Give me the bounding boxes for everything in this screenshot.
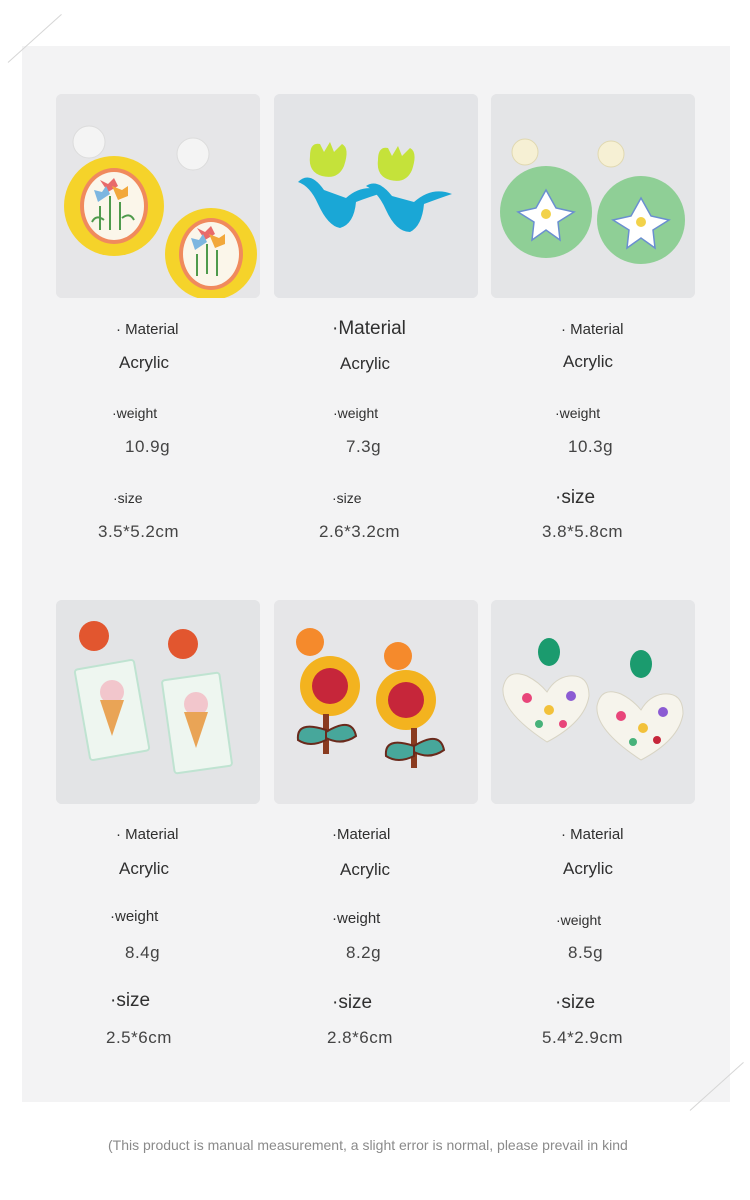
size-value: 5.4*2.9cm	[542, 1028, 624, 1047]
measurement-note: (This product is manual measurement, a slight error is normal, please prevail in kind	[108, 1137, 628, 1153]
weight-value: 10.3g	[568, 437, 614, 456]
weight-label: ·weight	[112, 405, 158, 421]
material-label: · Material	[116, 826, 179, 843]
size-value: 2.5*6cm	[106, 1028, 172, 1047]
material-value: Acrylic	[563, 352, 614, 371]
product-photo-ice-cream-earrings[interactable]	[56, 600, 260, 804]
material-label: · Material	[116, 321, 179, 338]
material-label: · Material	[561, 826, 624, 843]
size-label: ·size	[555, 992, 596, 1013]
product-photo-green-lily-earrings[interactable]	[491, 94, 695, 298]
material-value: Acrylic	[119, 353, 170, 372]
product-photo-tulip-earrings[interactable]	[274, 94, 478, 298]
material-label: ·Material	[332, 318, 406, 339]
material-label: · Material	[561, 321, 624, 338]
weight-value: 7.3g	[346, 437, 382, 456]
weight-label: ·weight	[333, 405, 379, 421]
weight-label: ·weight	[332, 910, 381, 927]
weight-label: ·weight	[555, 405, 601, 421]
product-photo-tulip-frame-earrings[interactable]	[56, 94, 260, 298]
material-label: ·Material	[332, 826, 391, 843]
product-photo-sunflower-earrings[interactable]	[274, 600, 478, 804]
size-value: 3.5*5.2cm	[98, 522, 180, 541]
size-label: ·size	[332, 490, 362, 506]
size-value: 3.8*5.8cm	[542, 522, 624, 541]
product-photo-floral-heart-earrings[interactable]	[491, 600, 695, 804]
size-value: 2.6*3.2cm	[319, 522, 401, 541]
weight-label: ·weight	[556, 912, 602, 928]
material-value: Acrylic	[340, 860, 391, 879]
weight-value: 8.4g	[125, 943, 161, 962]
material-value: Acrylic	[340, 354, 391, 373]
weight-label: ·weight	[110, 908, 159, 925]
size-value: 2.8*6cm	[327, 1028, 393, 1047]
material-value: Acrylic	[119, 859, 170, 878]
size-label: ·size	[332, 992, 373, 1013]
size-label: ·size	[555, 487, 596, 508]
weight-value: 8.5g	[568, 943, 604, 962]
material-value: Acrylic	[563, 859, 614, 878]
weight-value: 10.9g	[125, 437, 171, 456]
weight-value: 8.2g	[346, 943, 382, 962]
size-label: ·size	[113, 490, 143, 506]
size-label: ·size	[110, 990, 151, 1011]
